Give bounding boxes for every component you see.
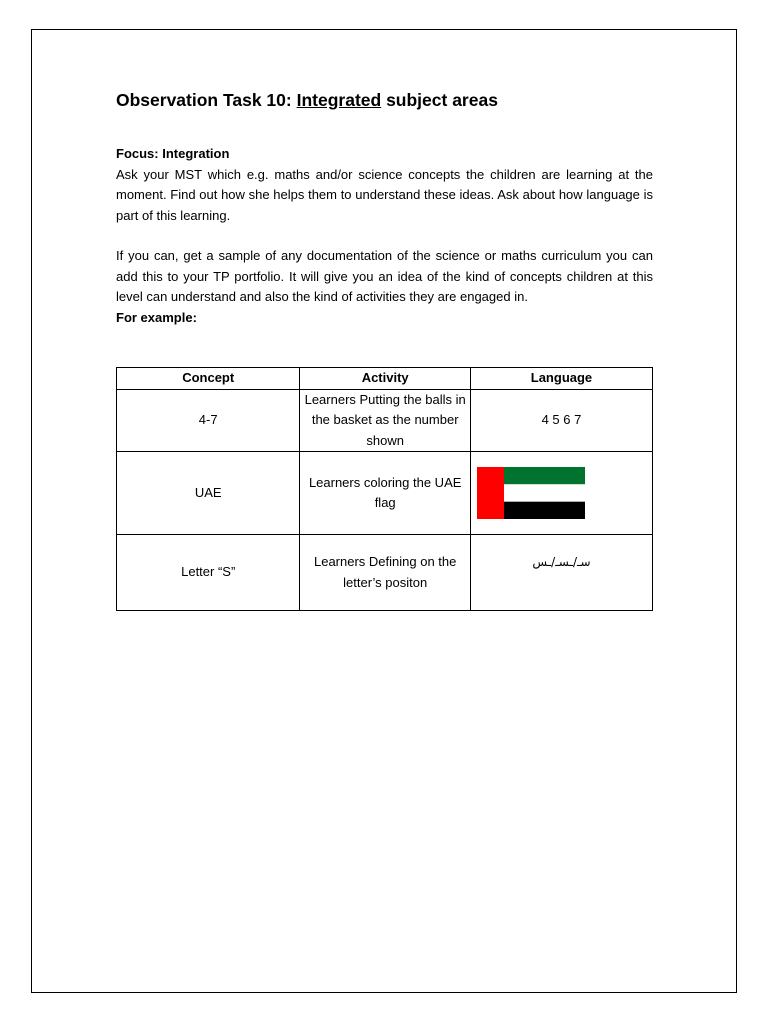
concept-cell: UAE	[117, 452, 300, 535]
page-title	[116, 86, 653, 114]
activity-cell: Learners Defining on the letter’s positon	[300, 535, 471, 611]
header-activity: Activity	[300, 368, 471, 390]
concept-cell: 4-7	[117, 389, 300, 452]
instruction-paragraph: Ask your MST which e.g. maths and/or science concepts the children are learning at the moment. Find out how she helps them to understand these ideas. Ask about how language is part of this learning.	[116, 166, 653, 223]
activity-cell: Learners Putting the balls in the basket as the number shown	[300, 389, 471, 452]
header-concept: Concept	[117, 368, 300, 390]
focus-label: Focus: Integration	[116, 146, 230, 161]
title-prefix: Observation Task 10:	[116, 90, 297, 110]
arabic-letter-forms: سـ/ـسـ/ـس	[532, 555, 591, 570]
curriculum-paragraph: If you can, get a sample of any documentation of the science or maths curriculum you can add this to your TP portfolio. It will give you an idea of the kind of concepts children at this level can understand and also the kind of activities they are engaged in.	[116, 248, 653, 304]
focus-section	[116, 144, 653, 328]
document-body	[116, 86, 653, 328]
title-suffix: subject areas	[381, 90, 498, 110]
activity-cell: Learners coloring the UAE flag	[300, 452, 471, 535]
language-cell	[470, 452, 652, 535]
concept-table	[116, 367, 653, 611]
uae-flag-image	[477, 467, 585, 519]
table-row	[117, 452, 653, 535]
language-cell	[470, 535, 652, 611]
table-header-row	[117, 368, 653, 390]
language-cell: 4 5 6 7	[470, 389, 652, 452]
table-row	[117, 535, 653, 611]
example-label: For example:	[116, 309, 197, 325]
title-underlined-word: Integrated	[296, 90, 382, 110]
flag-red-band	[477, 467, 504, 519]
table-row	[117, 389, 653, 452]
concept-cell: Letter “S”	[117, 535, 300, 611]
header-language: Language	[470, 368, 652, 390]
